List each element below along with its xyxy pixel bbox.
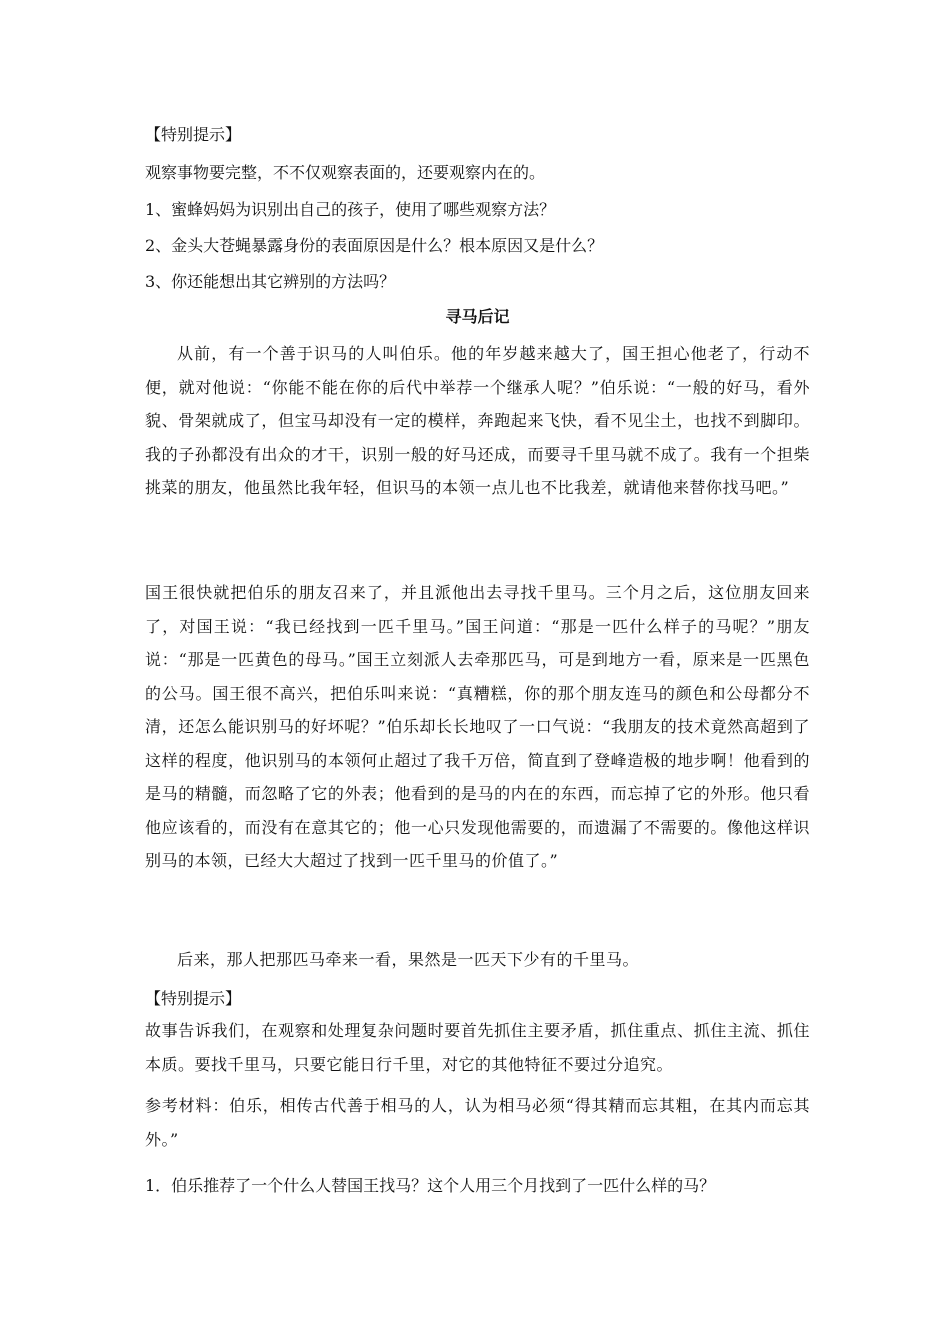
question-bole: 1．伯乐推荐了一个什么人替国王找马？这个人用三个月找到了一匹什么样的马？ (145, 1176, 716, 1195)
question-1: 1、蜜蜂妈妈为识别出自己的孩子，使用了哪些观察方法？ (145, 200, 556, 219)
story-paragraph-2: 国王很快就把伯乐的朋友召来了，并且派他出去寻找千里马。三个月之后，这位朋友回来了，对国王说：“我已经找到一匹千里马。”国王问道：“那是一匹什么样子的马呢？”朋友说：“那是一匹黄色的母马。”国王立刻派人去牵那匹马，可是到地方一看，原来是一匹黑色的公马。国王很不高兴，把伯乐叫来说：“真糟糕，你的那个朋友连马的颜色和公母都分不清，还怎么能识别马的好坏呢？”伯乐却长长地叹了一口气说：“我朋友的技术竟然高超到了这样的程度，他识别马的本领何止超过了我千万倍，简直到了登峰造极的地步啊！他看到的是马的精髓，而忽略了它的外表；他看到的是马的内在的东西，而忘掉了它的外形。他只看他应该看的，而没有在意其它的；他一心只发现他需要的，而遗漏了不需要的。像他这样识别马的本领，已经大大超过了找到一匹千里马的价值了。” (145, 583, 810, 870)
tip-text-1: 观察事物要完整，不不仅观察表面的，还要观察内在的。 (145, 163, 546, 182)
story-paragraph-3: 后来，那人把那匹马牵来一看，果然是一匹天下少有的千里马。 (177, 950, 640, 969)
tip-heading-2: 【特别提示】 (145, 989, 242, 1008)
reference-material: 参考材料：伯乐，相传古代善于相马的人，认为相马必须“得其精而忘其粗，在其内而忘其外。” (145, 1096, 810, 1149)
story-title: 寻马后记 (445, 307, 510, 326)
tip-heading-1: 【特别提示】 (145, 125, 242, 144)
tip-text-2: 故事告诉我们，在观察和处理复杂问题时要首先抓住主要矛盾，抓住重点、抓住主流、抓住本质。要找千里马，只要它能日行千里，对它的其他特征不要过分追究。 (145, 1021, 810, 1074)
question-2: 2、金头大苍蝇暴露身份的表面原因是什么？根本原因又是什么？ (145, 236, 604, 255)
question-3: 3、你还能想出其它辨别的方法吗？ (145, 272, 396, 291)
story-paragraph-1: 从前，有一个善于识马的人叫伯乐。他的年岁越来越大了，国王担心他老了，行动不便，就对他说：“你能不能在你的后代中举荐一个继承人呢？”伯乐说：“一般的好马，看外貌、骨架就成了，但宝马却没有一定的模样，奔跑起来飞快，看不见尘土，也找不到脚印。我的子孙都没有出众的才干，识别一般的好马还成，而要寻千里马就不成了。我有一个担柴挑菜的朋友，他虽然比我年轻，但识马的本领一点儿也不比我差，就请他来替你找马吧。” (145, 344, 810, 497)
